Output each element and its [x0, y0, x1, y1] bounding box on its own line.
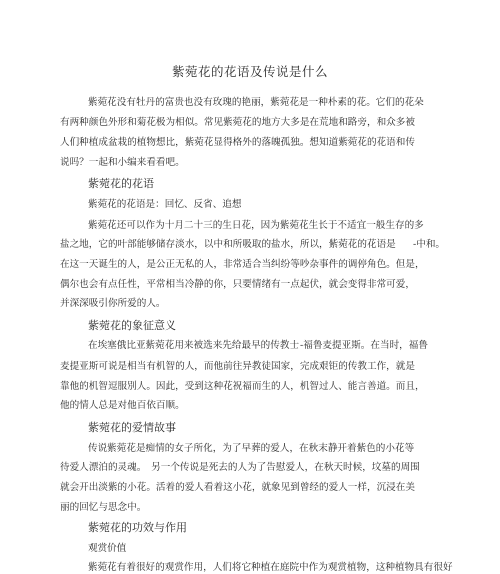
paragraph-line: 观赏价值 [88, 543, 127, 554]
paragraph-line: 就会开出淡紫的小花。活着的爱人看着这小花，就象见到曾经的爱人一样，沉浸在美 [60, 482, 415, 493]
intro-line: 紫菀花没有牡丹的富贵也没有玫瑰的艳丽，紫菀花是一种朴素的花。它们的花朵 [88, 97, 424, 108]
paragraph-line: 靠他的机智逗服別人。因此，受到这种花祝福而生的人，机智过人、能言善道。而且， [60, 381, 425, 392]
paragraph-line: 并深深吸引你所爱的人。 [60, 298, 166, 309]
intro-line: 有两种颜色外形和菊花极为相似。常见紫菀花的地方大多是在荒地和路旁，和众多被 [60, 117, 415, 128]
section-heading: 紫菀花的象征意义 [88, 319, 176, 332]
paragraph-line: 盐之地，它的叶部能够储存淡水，以中和所吸取的盐水，所以，紫菀花的花语是 [60, 239, 396, 250]
paragraph-line: 在埃塞俄比亚紫菀花用来被选来先给最早的传教士 [88, 340, 300, 351]
intro-line: 说吗？一起和小编来看看吧。 [60, 157, 185, 168]
intro-line: 人们种植成盆栽的植物想比，紫菀花显得格外的落魄孤独。想知道紫菀花的花语和传 [60, 137, 415, 148]
paragraph-line: 紫菀花有着很好的观赏作用，人们将它种植在庭院中作为观赏植物，这种植物具有很好 [88, 562, 453, 573]
paragraph-line: -中和。 [413, 239, 446, 250]
paragraph-line: 丽的回忆与思念中。 [60, 502, 147, 513]
paragraph-line: 传说紫菀花是痴情的女子所化，为了早葬的爱人，在秋末静开着紫色的小花等 [88, 443, 415, 454]
section-heading: 紫菀花的功效与作用 [88, 521, 187, 534]
paragraph-line: 偶尔也会有点任性，平常相当冷静的你，只要情绪有一点起伏，就会变得非常可爱， [60, 279, 415, 290]
section-heading: 紫菀花的爱情故事 [88, 421, 176, 434]
paragraph-line: 待爱人漂泊的灵魂。 另一个传说是死去的人为了告慰爱人，在秋天时候，坟墓的周围 [60, 462, 420, 473]
paragraph-line: 紫菀花的花语是：回忆、反省、追想 [88, 199, 242, 210]
paragraph-line: 在这一天诞生的人，是公正无私的人，非常适合当纠纷等吵杂事件的调停角色。但是， [60, 259, 425, 270]
paragraph-line: 麦提亚斯可说是相当有机智的人，而他前往异教徒国家，完成艰钜的传教工作，就是 [60, 361, 415, 372]
paragraph-line: 他的情人总是对他百依百顺。 [60, 400, 185, 411]
paragraph-line: 紫菀花还可以作为十月二十三的生日花，因为紫菀花生长于不适宜一般生存的多 [88, 220, 424, 231]
page-title: 紫菀花的花语及传说是什么 [171, 64, 328, 79]
section-heading: 紫菀花的花语 [88, 177, 154, 190]
paragraph-line: -福鲁麦提亚斯。在当时，福鲁 [300, 340, 428, 351]
